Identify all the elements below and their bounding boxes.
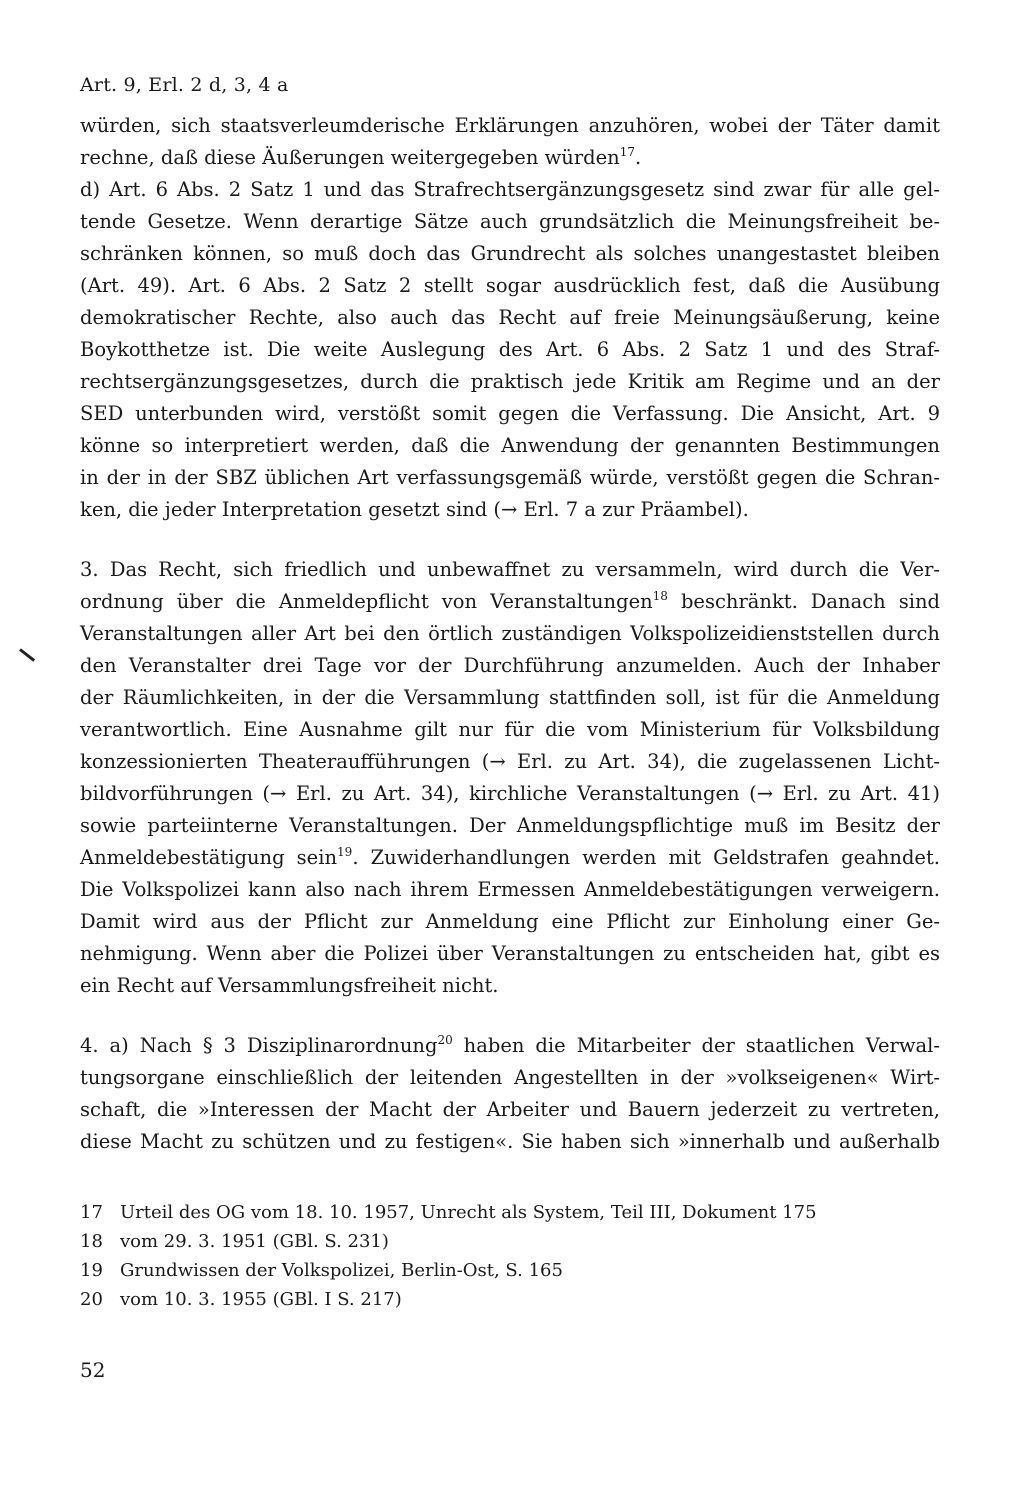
text-line: rechtsergänzungsgesetzes, durch die praktisch jede Kritik am Regime und an der (80, 370, 940, 393)
text-line: bildvorführungen (→ Erl. zu Art. 34), kirchliche Veranstaltungen (→ Erl. zu Art. 41) (80, 782, 940, 805)
text-line: der Räumlichkeiten, in der die Versammlung stattfinden soll, ist für die Anmeldung (80, 686, 940, 709)
text-line (80, 1030, 940, 1062)
footnote-ref[interactable]: 17 (619, 145, 636, 159)
footnote-number: 20 (80, 1289, 103, 1310)
text-line: in der in der SBZ üblichen Art verfassungsgemäß würde, verstößt gegen die Schran- (80, 466, 940, 489)
footnote-19 (80, 1256, 940, 1285)
footnote-text: vom 10. 3. 1955 (GBl. I S. 217) (120, 1289, 402, 1310)
paragraph-4a (80, 1030, 940, 1158)
margin-annotation-mark (19, 648, 35, 661)
paragraph-2d (80, 174, 940, 526)
text-line: Die Volkspolizei kann also nach ihrem Ermessen Anmeldebestätigungen verweigern. (80, 878, 940, 901)
footnote-text: Grundwissen der Volkspolizei, Berlin-Ost, S. 165 (120, 1260, 563, 1281)
text-segment: . Zuwiderhandlungen werden mit Geldstrafen geahndet. (352, 846, 941, 869)
text-segment: 4. a) Nach § 3 Disziplinarordnung (80, 1034, 438, 1057)
text-line: würden, sich staatsverleumderische Erklärungen anzuhören, wobei der Täter damit (80, 114, 940, 137)
paragraph-continuation (80, 110, 940, 174)
footnote-17 (80, 1198, 940, 1227)
text-line (80, 842, 940, 874)
footnote-number: 19 (80, 1260, 103, 1281)
text-segment: ordnung über die Anmeldepflicht von Veranstaltungen (80, 590, 653, 613)
text-line: demokratischer Rechte, also auch das Recht auf freie Meinungsäußerung, keine (80, 306, 940, 329)
text-segment: . (635, 146, 642, 169)
text-line: SED unterbunden wird, verstößt somit gegen die Verfassung. Die Ansicht, Art. 9 (80, 402, 940, 425)
text-line: tende Gesetze. Wenn derartige Sätze auch grundsätzlich die Meinungsfreiheit be- (80, 210, 940, 233)
footnotes (80, 1198, 940, 1314)
footnote-ref[interactable]: 20 (437, 1033, 453, 1047)
text-line: konzessionierten Theateraufführungen (→ Erl. zu Art. 34), die zugelassenen Licht- (80, 750, 940, 773)
footnote-ref[interactable]: 19 (337, 845, 353, 859)
text-segment: haben die Mitarbeiter der staatlichen Verwal- (452, 1034, 940, 1057)
text-line: schaft, die »Interessen der Macht der Arbeiter und Bauern jederzeit zu vertreten, (80, 1098, 940, 1121)
text-line: Boykotthetze ist. Die weite Auslegung des Art. 6 Abs. 2 Satz 1 und des Straf- (80, 338, 940, 361)
text-segment: rechne, daß diese Äußerungen weitergegeben würden (80, 146, 620, 169)
text-line (80, 586, 940, 618)
page-number: 52 (80, 1358, 106, 1382)
text-line: Damit wird aus der Pflicht zur Anmeldung eine Pflicht zur Einholung einer Ge- (80, 910, 940, 933)
book-page (80, 70, 940, 1382)
running-head: Art. 9, Erl. 2 d, 3, 4 a (80, 74, 289, 96)
text-line: diese Macht zu schützen und zu festigen«. Sie haben sich »innerhalb und außerhalb (80, 1130, 940, 1153)
text-line: d) Art. 6 Abs. 2 Satz 1 und das Strafrechtsergänzungsgesetz sind zwar für alle gel- (80, 178, 940, 201)
text-line: ein Recht auf Versammlungsfreiheit nicht. (80, 974, 499, 997)
text-line (80, 142, 940, 174)
text-line: ken, die jeder Interpretation gesetzt sind (→ Erl. 7 a zur Präambel). (80, 498, 749, 521)
footnote-text: Urteil des OG vom 18. 10. 1957, Unrecht als System, Teil III, Dokument 175 (120, 1202, 817, 1223)
text-line: 3. Das Recht, sich friedlich und unbewaffnet zu versammeln, wird durch die Ver- (80, 558, 940, 581)
text-line: den Veranstalter drei Tage vor der Durchführung anzumelden. Auch der Inhaber (80, 654, 940, 677)
footnote-number: 17 (80, 1202, 103, 1223)
footnote-number: 18 (80, 1231, 103, 1252)
footnote-ref[interactable]: 18 (652, 589, 668, 603)
text-line: könne so interpretiert werden, daß die Anwendung der genannten Bestimmungen (80, 434, 940, 457)
text-segment: beschränkt. Danach sind (667, 590, 940, 613)
text-line: (Art. 49). Art. 6 Abs. 2 Satz 2 stellt sogar ausdrücklich fest, daß die Ausübung (80, 274, 940, 297)
text-line: sowie parteiinterne Veranstaltungen. Der Anmeldungspflichtige muß im Besitz der (80, 814, 940, 837)
text-line: schränken können, so muß doch das Grundrecht als solches unangestastet bleiben (80, 242, 940, 265)
paragraph-3 (80, 554, 940, 1002)
footnote-text: vom 29. 3. 1951 (GBl. S. 231) (120, 1231, 389, 1252)
text-line: verantwortlich. Eine Ausnahme gilt nur für die vom Ministerium für Volksbildung (80, 718, 940, 741)
footnote-18 (80, 1227, 940, 1256)
text-line: tungsorgane einschließlich der leitenden Angestellten in der »volkseigenen« Wirt- (80, 1066, 940, 1089)
footnote-20 (80, 1285, 940, 1314)
text-line: Veranstaltungen aller Art bei den örtlich zuständigen Volkspolizeidienststellen durch (80, 622, 940, 645)
text-segment: Anmeldebestätigung sein (80, 846, 338, 869)
text-line: nehmigung. Wenn aber die Polizei über Veranstaltungen zu entscheiden hat, gibt es (80, 942, 940, 965)
